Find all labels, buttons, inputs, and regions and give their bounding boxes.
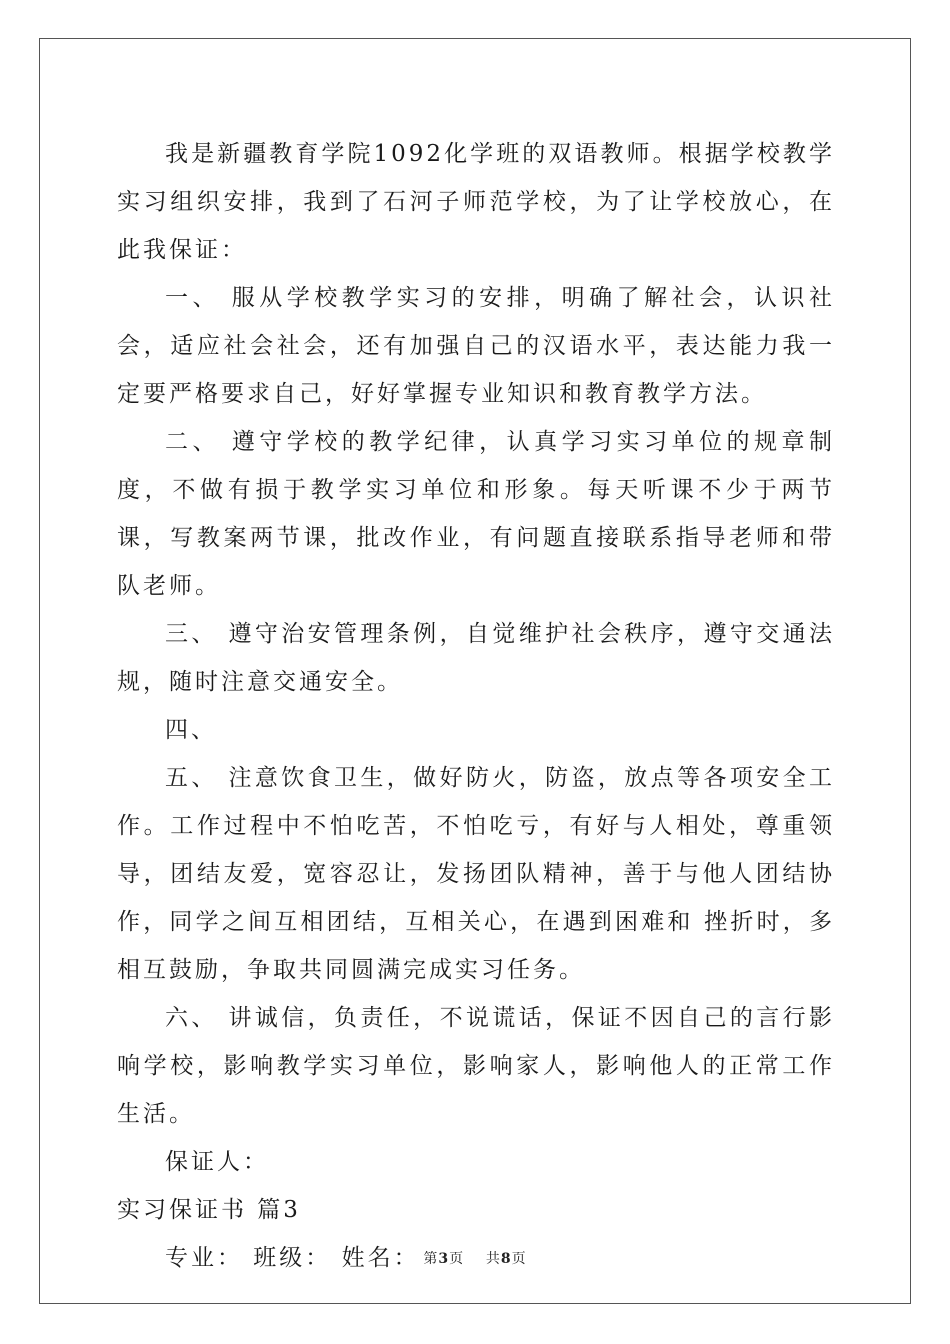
current-page-number: 3 <box>438 1251 450 1267</box>
pledge-item-1: 一、 服从学校教学实习的安排，明确了解社会，认识社会，适应社会社会，还有加强自己的汉语水平，表达能力我一定要严格要求自己，好好掌握专业知识和教育教学方法。 <box>117 285 835 407</box>
footer-page-unit: 页 <box>449 1251 465 1267</box>
pledge-item-6: 六、 讲诚信，负责任，不说谎话，保证不因自己的言行影响学校，影响教学实习单位，影响家人，影响他人的正常工作生活。 <box>117 1005 835 1127</box>
footer-total-prefix: 共 <box>485 1251 501 1267</box>
pledge-item-4: 四、 <box>165 717 217 743</box>
intro-paragraph: 我是新疆教育学院1092化学班的双语教师。根据学校教学实习组织安排，我到了石河子师范学校，为了让学校放心，在此我保证： <box>117 141 835 263</box>
section-heading: 实习保证书 篇3 <box>117 1197 301 1223</box>
guarantor-label: 保证人： <box>165 1149 269 1175</box>
total-pages-number: 8 <box>500 1251 512 1267</box>
pledge-item-2: 二、 遵守学校的教学纪律，认真学习实习单位的规章制度，不做有损于教学实习单位和形象。每天听课不少于两节课，写教案两节课，批改作业，有问题直接联系指导老师和带队老师。 <box>117 429 835 599</box>
document-body <box>117 130 835 1282</box>
pledge-item-3: 三、 遵守治安管理条例，自觉维护社会秩序，遵守交通法规，随时注意交通安全。 <box>117 621 835 695</box>
page-footer <box>0 1248 950 1268</box>
footer-total-unit: 页 <box>511 1251 527 1267</box>
pledge-item-5: 五、 注意饮食卫生，做好防火，防盗，放点等各项安全工作。工作过程中不怕吃苦，不怕吃亏，有好与人相处，尊重领导，团结友爱，宽容忍让，发扬团队精神，善于与他人团结协作，同学之间互相团结，互相关心，在遇到困难和 挫折时，多相互鼓励，争取共同圆满完成实习任务。 <box>117 765 835 983</box>
form-fields-line: 专业： 班级： 姓名： <box>165 1245 420 1271</box>
footer-prefix: 第 <box>423 1251 439 1267</box>
